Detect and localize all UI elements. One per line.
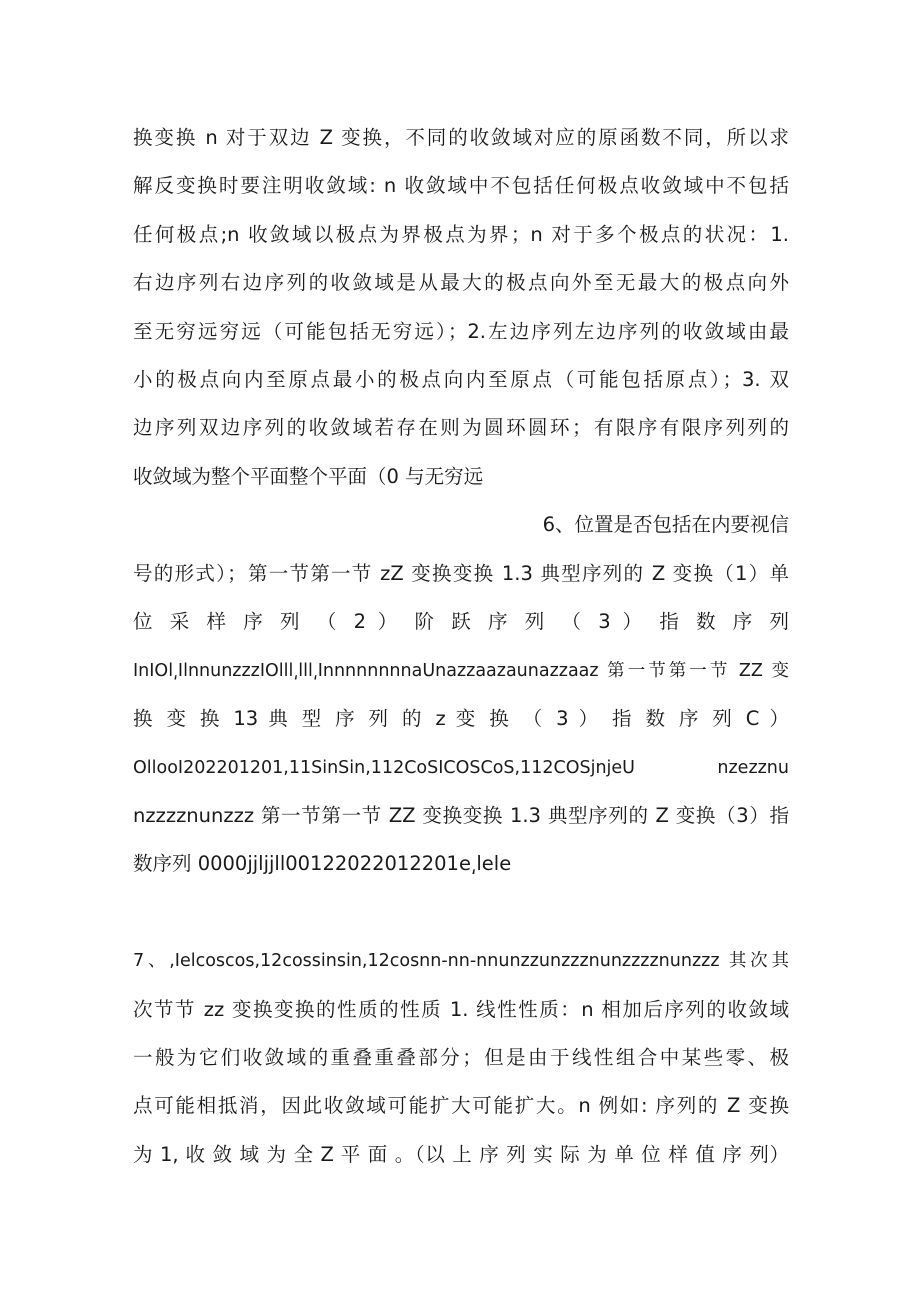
text-line-17: 7、,Ielcoscos,12cossinsin,12cosnn-nn-nnunzzunzzznunzzzznunzzz 其次其 — [133, 951, 789, 971]
text-line-5: 至无穷远穷远（可能包括无穷远）；2.左边序列左边序列的收敛域由最 — [133, 320, 789, 343]
text-line-9: 6、位置是否包括在内要视信 — [542, 513, 789, 536]
text-line-16: 数序列 0000jjljjll00122022012201e͵lele — [133, 852, 512, 875]
text-line-11: 位 采 样 序 列 （ 2 ） 阶 跃 序 列 （ 3 ） 指 数 序 列 — [133, 610, 789, 633]
text-line-8: 收敛域为整个平面整个平面（0 与无穷远 — [133, 465, 484, 488]
text-line-1: 换变换 n 对于双边 Z 变换，不同的收敛域对应的原函数不同，所以求 — [133, 126, 789, 149]
text-line-10: 号的形式）；第一节第一节 zZ 变换变换 1.3 典型序列的 Z 变换（1）单 — [133, 562, 789, 585]
text-line-12: InIOl͵IlnnunzzzIOlll͵lll͵InnnnnnnnaUnazzaazaunazzaaz 第一节第一节 ZZ 变 — [133, 661, 789, 681]
text-line-21: 为 1, 收 敛 域 为 全 Z 平 面 。（以 上 序 列 实 际 为 单 位 样 值 序 列） — [133, 1143, 789, 1166]
text-line-13: 换 变 换 13 典 型 序 列 的 z 变 换 （ 3 ） 指 数 序 列 C ） — [133, 707, 789, 730]
text-line-19: 一般为它们收敛域的重叠重叠部分；但是由于线性组合中某些零、极 — [133, 1046, 789, 1069]
text-line-15: nzzzznunzzz 第一节第一节 ZZ 变换变换 1.3 典型序列的 Z 变换（3）指 — [133, 804, 789, 827]
text-line-3: 任何极点;n 收敛域以极点为界极点为界；n 对于多个极点的状况：1. — [133, 223, 789, 246]
text-line-7: 边序列双边序列的收敛域若存在则为圆环圆环；有限序有限序列列的 — [133, 416, 789, 439]
text-line-14: OllooI202201201,11SinSin,112CoSICOSCoS,112COSjnjeU nzezznu — [133, 758, 789, 778]
text-line-6: 小的极点向内至原点最小的极点向内至原点（可能包括原点）；3. 双 — [133, 368, 789, 391]
text-line-2: 解反变换时要注明收敛域: n 收敛域中不包括任何极点收敛域中不包括 — [133, 174, 789, 197]
text-line-18: 次节节 zz 变换变换的性质的性质 1. 线性性质：n 相加后序列的收敛域 — [133, 998, 789, 1021]
text-line-20: 点可能相抵消，因此收敛域可能扩大可能扩大。n 例如: 序列的 Z 变换 — [133, 1094, 789, 1117]
text-line-4: 右边序列右边序列的收敛域是从最大的极点向外至无最大的极点向外 — [133, 271, 789, 294]
